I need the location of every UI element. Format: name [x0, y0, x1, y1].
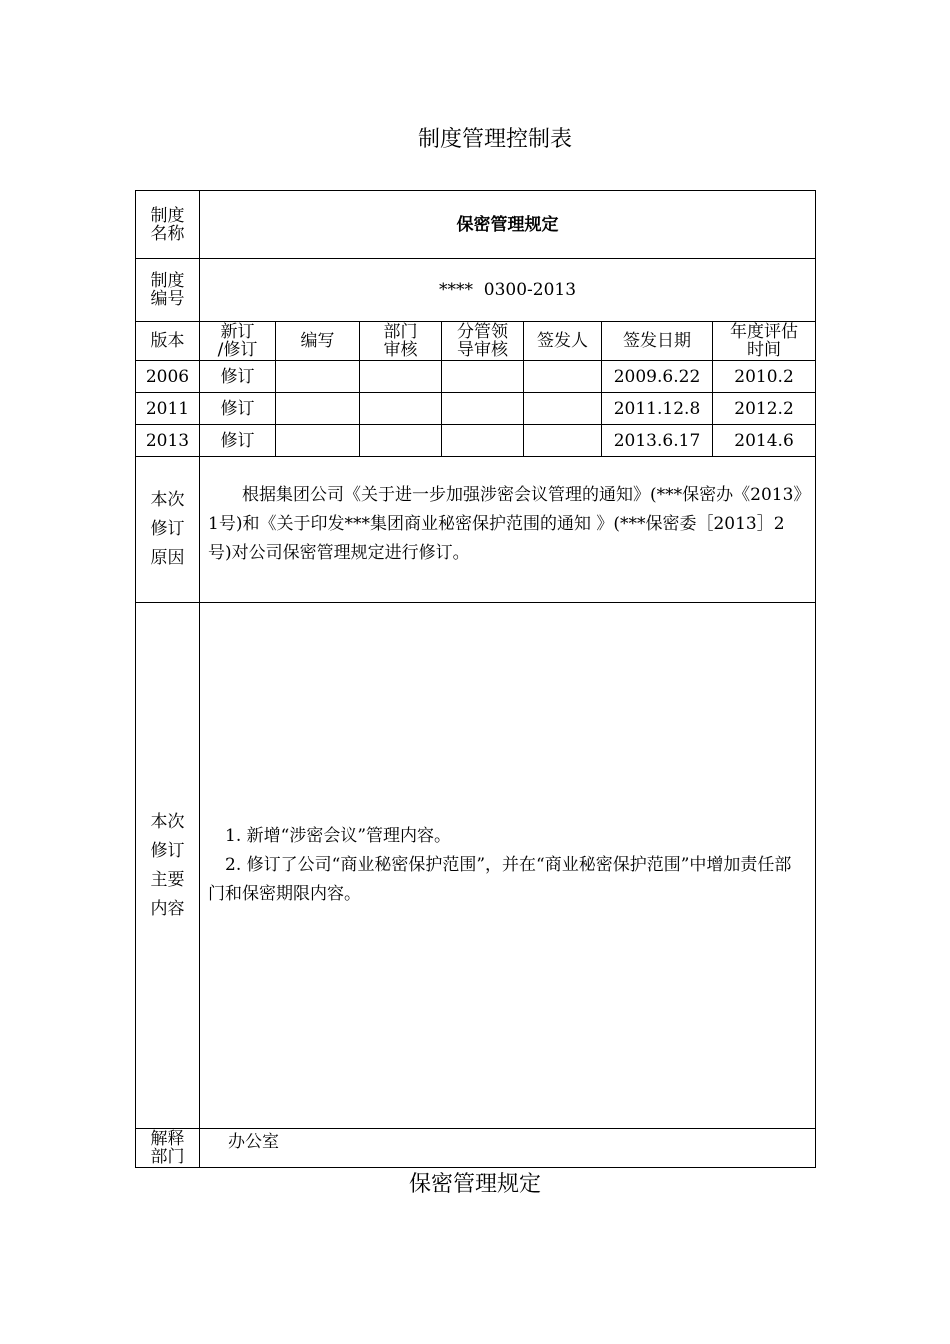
- header-annual-review: 年度评估 时间: [713, 322, 816, 361]
- version-cell: 2006: [136, 361, 200, 393]
- author-cell: [276, 393, 360, 425]
- header-author: 编写: [276, 322, 360, 361]
- type-cell: 修订: [200, 425, 276, 457]
- table-row: [136, 425, 816, 457]
- code-value: **** 0300-2013: [200, 259, 816, 322]
- code-row: [136, 259, 816, 322]
- table-row: [136, 361, 816, 393]
- page-title: 制度管理控制表: [417, 127, 572, 152]
- header-issue-date: 签发日期: [602, 322, 713, 361]
- date-cell: 2011.12.8: [602, 393, 713, 425]
- leader-cell: [442, 393, 524, 425]
- reason-label: 本次 修订 原因: [136, 457, 200, 603]
- content-text: [200, 603, 816, 1129]
- header-dept-review: 部门 审核: [360, 322, 442, 361]
- issuer-cell: [524, 393, 602, 425]
- review-cell: 2010.2: [713, 361, 816, 393]
- version-cell: 2013: [136, 425, 200, 457]
- review-cell: 2014.6: [713, 425, 816, 457]
- leader-cell: [442, 425, 524, 457]
- reason-row: [136, 457, 816, 603]
- interpret-value: 办公室: [200, 1129, 816, 1168]
- author-cell: [276, 425, 360, 457]
- content-label: 本次 修订 主要 内容: [136, 603, 200, 1129]
- reason-text: 根据集团公司《关于进一步加强涉密会议管理的通知》(***保密办《2013》1号)和《关于印发***集团商业秘密保护范围的通知 》(***保密委［2013］2号)对公司保密管理规定进行修订。: [200, 457, 816, 603]
- code-label: 制度 编号: [136, 259, 200, 322]
- date-cell: 2013.6.17: [602, 425, 713, 457]
- type-cell: 修订: [200, 361, 276, 393]
- date-cell: 2009.6.22: [602, 361, 713, 393]
- interpret-row: [136, 1129, 816, 1168]
- author-cell: [276, 361, 360, 393]
- review-cell: 2012.2: [713, 393, 816, 425]
- version-cell: 2011: [136, 393, 200, 425]
- issuer-cell: [524, 425, 602, 457]
- dept-cell: [360, 361, 442, 393]
- header-leader-review: 分管领 导审核: [442, 322, 524, 361]
- name-label: 制度 名称: [136, 191, 200, 259]
- name-row: [136, 191, 816, 259]
- dept-cell: [360, 393, 442, 425]
- table-row: [136, 393, 816, 425]
- type-cell: 修订: [200, 393, 276, 425]
- issuer-cell: [524, 361, 602, 393]
- content-row: [136, 603, 816, 1129]
- leader-cell: [442, 361, 524, 393]
- interpret-label: 解释 部门: [136, 1129, 200, 1168]
- list-item: 2. 修订了公司“商业秘密保护范围”，并在“商业秘密保护范围”中增加责任部门和保密期限内容。: [208, 855, 792, 904]
- header-issuer: 签发人: [524, 322, 602, 361]
- header-new-revise: 新订 /修订: [200, 322, 276, 361]
- name-value: 保密管理规定: [200, 191, 816, 259]
- header-row: [136, 322, 816, 361]
- dept-cell: [360, 425, 442, 457]
- control-table: [135, 190, 816, 1168]
- header-version: 版本: [136, 322, 200, 361]
- list-item: 1. 新增“涉密会议”管理内容。: [208, 826, 452, 846]
- document-title: 保密管理规定: [408, 1172, 541, 1197]
